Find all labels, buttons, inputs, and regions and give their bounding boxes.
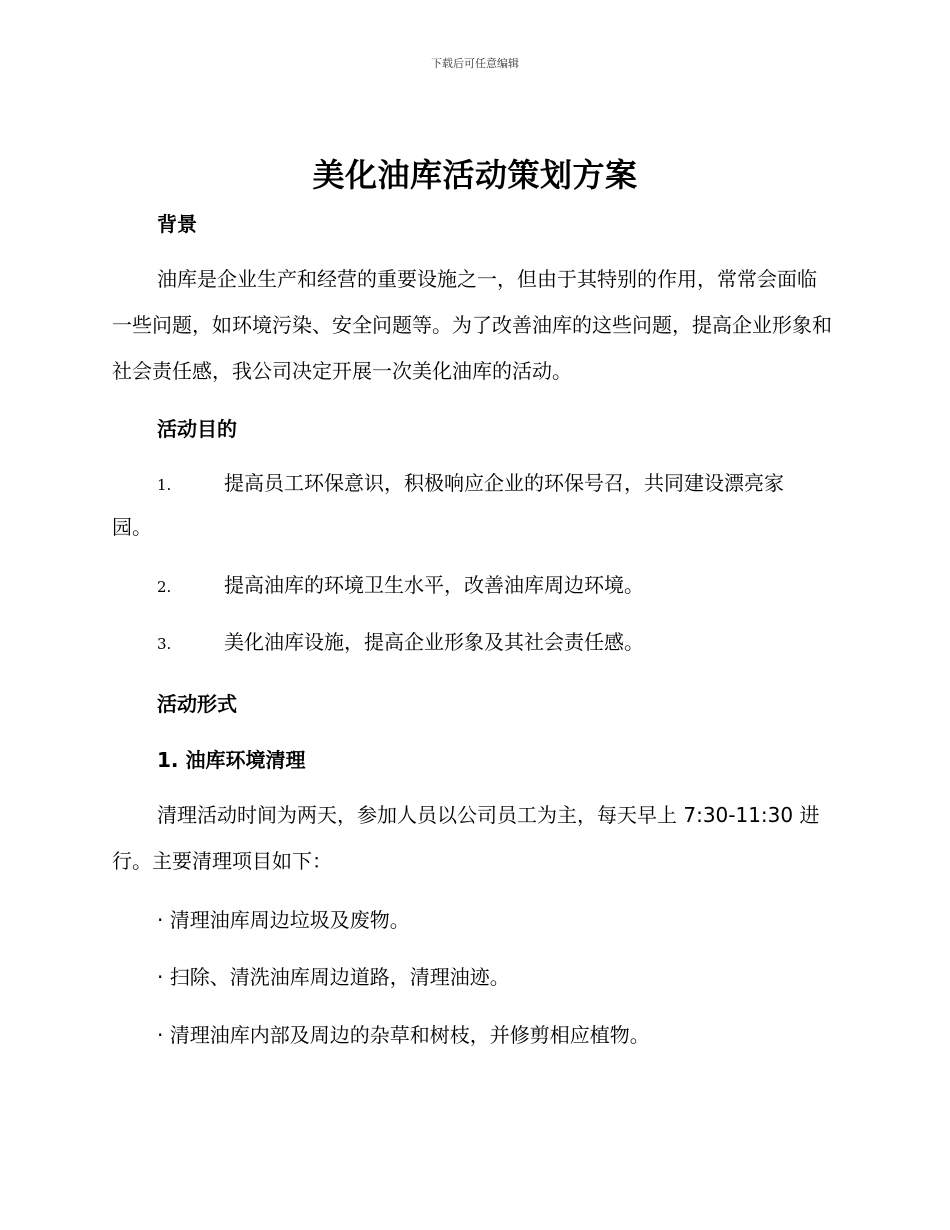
cleanup-item-1: · 清理油库周边垃圾及废物。 xyxy=(157,908,410,932)
purpose-item-2 xyxy=(112,564,832,608)
section-heading-background: 背景 xyxy=(157,212,197,236)
purpose-item-3 xyxy=(112,621,832,665)
list-number: 1. xyxy=(157,476,172,494)
list-number: 3. xyxy=(157,635,172,653)
list-text: 提高员工环保意识，积极响应企业的环保号召，共同建设漂亮家 xyxy=(224,471,784,495)
section-heading-form: 活动形式 xyxy=(157,692,237,716)
document-title: 美化油库活动策划方案 xyxy=(312,156,638,194)
sub-heading-cleanup: 1. 油库环境清理 xyxy=(157,748,306,772)
list-text: 美化油库设施，提高企业形象及其社会责任感。 xyxy=(224,630,644,654)
cleanup-item-2: · 扫除、清洗油库周边道路，清理油迹。 xyxy=(157,965,510,989)
cleanup-item-3: · 清理油库内部及周边的杂草和树枝，并修剪相应植物。 xyxy=(157,1023,650,1047)
purpose-item-1 xyxy=(112,462,832,548)
list-text: 提高油库的环境卫生水平，改善油库周边环境。 xyxy=(224,573,644,597)
section-heading-purpose: 活动目的 xyxy=(157,417,237,441)
background-paragraph: 油库是企业生产和经营的重要设施之一，但由于其特别的作用，常常会面临一些问题，如环境污染、安全问题等。为了改善油库的这些问题，提高企业形象和社会责任感，我公司决定开展一次美化油库的活动。 xyxy=(112,267,832,383)
header-note: 下载后可任意编辑 xyxy=(431,57,519,70)
cleanup-paragraph: 清理活动时间为两天，参加人员以公司员工为主，每天早上 7:30-11:30 进行。主要清理项目如下： xyxy=(112,803,820,873)
list-text-continuation: 园。 xyxy=(112,515,152,539)
list-number: 2. xyxy=(157,578,172,596)
